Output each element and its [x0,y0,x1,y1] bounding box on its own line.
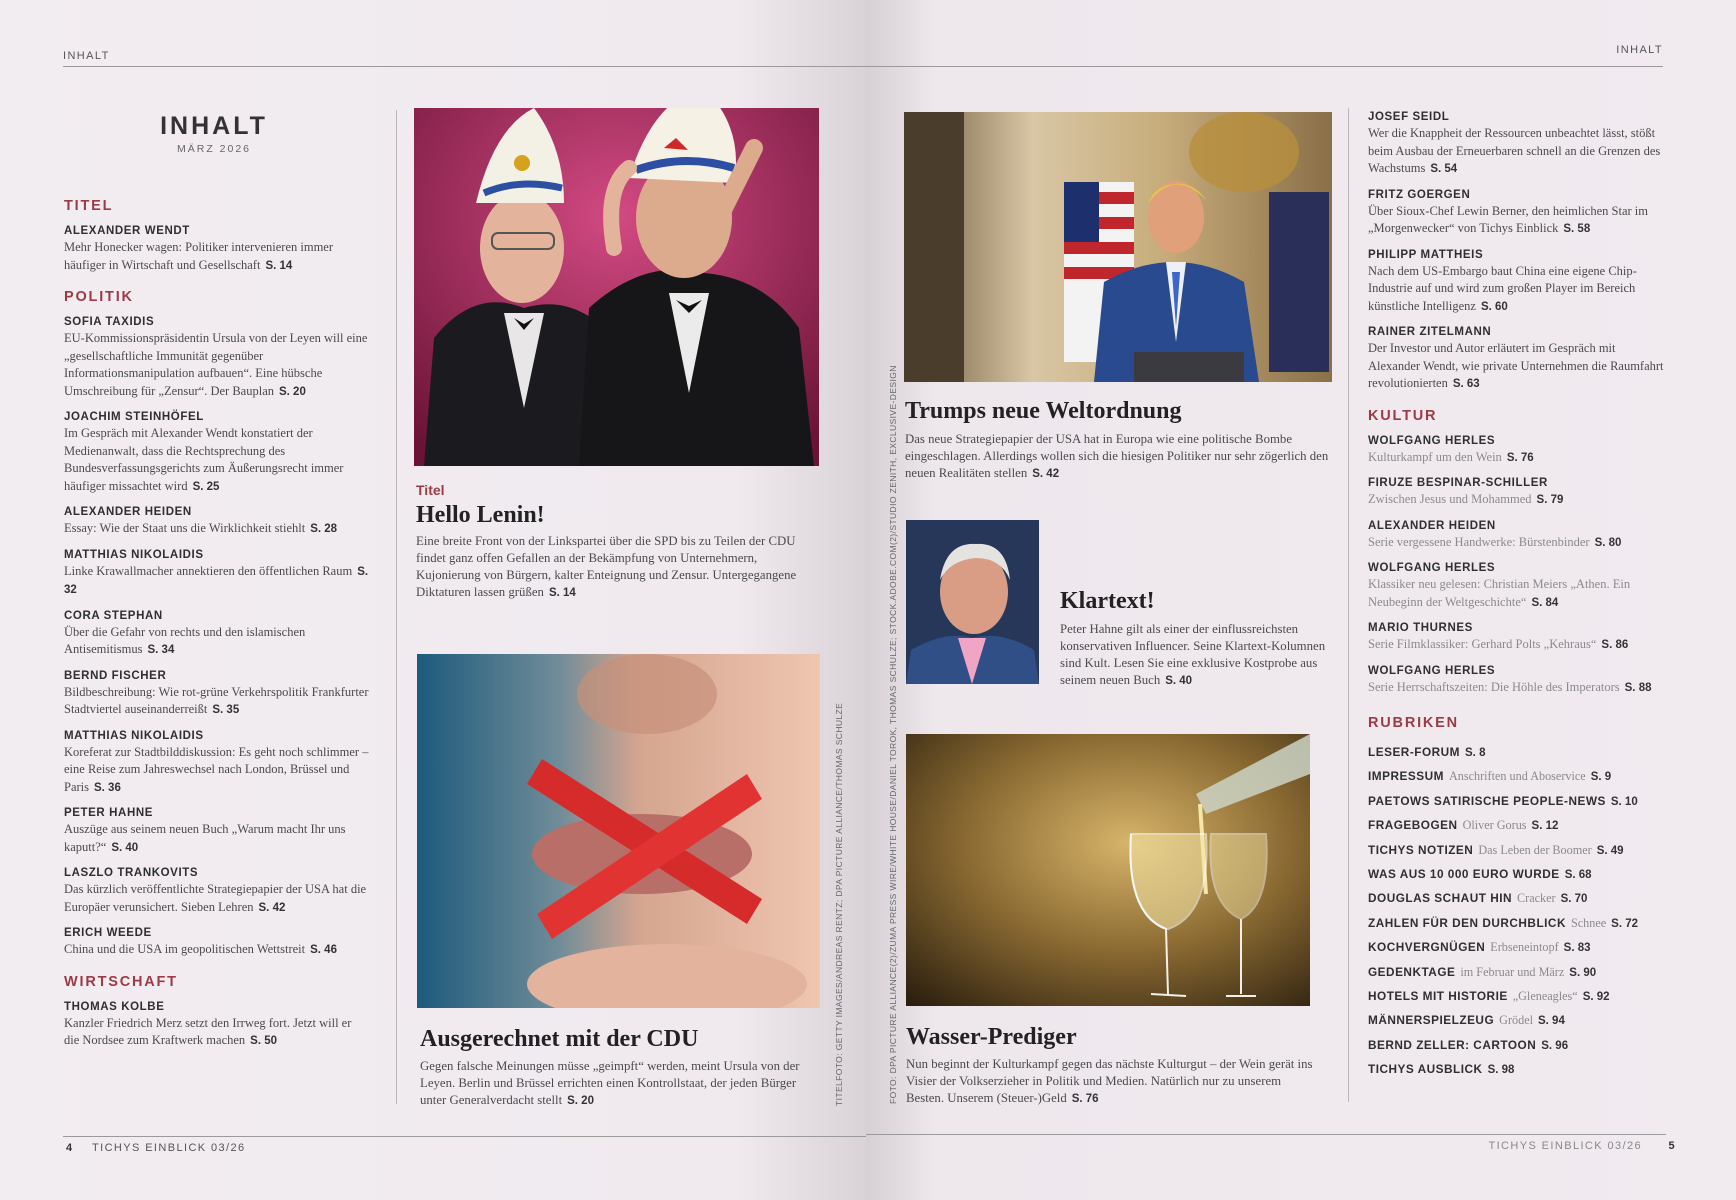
toc-description [64,881,369,917]
toc-text: Im Gespräch mit Alexander Wendt konstatiert der Medienanwalt, dass die Rechtsprechung des Bundesverfassungsgerichts zum Äußerungsrecht immer häufiger missachtet wird [64,426,344,493]
folio-right [1488,1140,1676,1152]
toc-author: WOLFGANG HERLES [1368,562,1496,574]
rubrik-page-ref: S. 68 [1564,869,1592,882]
toc-text: Klassiker neu gelesen: Christian Meiers „Athen. Ein Neubeginn der Weltgeschichte“ [1368,577,1631,609]
klartext-headline: Klartext! [1060,588,1155,614]
toc-title-block [64,112,364,155]
portrait-illustration [906,520,1039,684]
toc-description [64,624,369,660]
toc-entry[interactable] [1368,110,1668,179]
toc-text: Mehr Honecker wagen: Politiker intervenieren immer häufiger in Wirtschaft und Gesellschaft [64,240,334,272]
toc-author: THOMAS KOLBE [64,1000,165,1013]
toc-page-ref: S. 34 [147,644,175,656]
toc-entry[interactable] [64,315,369,401]
toc-author: ALEXANDER WENDT [64,225,190,237]
toc-author: WOLFGANG HERLES [1368,664,1496,677]
rubrik-item[interactable] [1368,741,1668,765]
toc-page-ref: S. 79 [1536,494,1564,506]
toc-page-ref: S. 54 [1430,163,1458,175]
header-rule-left [63,66,866,67]
toc-text: Serie vergessene Handwerke: Bürstenbinder [1368,534,1590,549]
toc-entry[interactable] [1368,434,1668,468]
rubrik-text: Cracker [1517,891,1556,906]
toc-entry[interactable] [1368,476,1668,510]
rubrik-item[interactable] [1368,1058,1668,1082]
toc-page-ref: S. 88 [1624,681,1652,694]
toc-author: ERICH WEEDE [64,927,152,939]
toc-page-ref: S. 46 [310,944,337,956]
toc-description [64,941,369,960]
toc-entry[interactable] [64,669,369,720]
rubrik-name: HOTELS MIT HISTORIE [1368,989,1508,1004]
page-number-right: 5 [1668,1140,1676,1152]
lenin-headline: Hello Lenin! [416,502,545,528]
photo-credit-right: FOTO: DPA PICTURE ALLIANCE(2)/ZUMA PRESS WIRE/WHITE HOUSE/DANIEL TOROK, THOMAS SCHULZE; STOCK.ADOBE.COM(2)/STUDIO ZENITH, EXCLUSIVE-DESIGN [888,365,898,1104]
cdu-page-ref: S. 20 [567,1095,594,1107]
toc-page-ref: S. 86 [1601,639,1629,651]
toc-page-ref: S. 58 [1563,223,1591,235]
toc-text: Nach dem US-Embargo baut China eine eigene Chip-Industrie auf und wird zum großen Player im Bereich künstliche Intelligenz [1368,263,1637,313]
toc-page-ref: S. 40 [111,841,139,854]
toc-description [1368,679,1668,698]
rubrik-name: TICHYS AUSBLICK [1368,1062,1483,1077]
toc-description [1368,203,1668,239]
toc-description [1368,125,1668,179]
wasser-page-ref: S. 76 [1071,1093,1099,1105]
folio-left [66,1142,246,1154]
toc-right-column [1368,110,1668,1083]
lenin-article[interactable] [416,482,816,602]
toc-page-ref: S. 76 [1506,451,1534,464]
rubrik-name: WAS AUS 10 000 EURO WURDE [1368,867,1560,882]
rubrik-item[interactable] [1368,1034,1668,1058]
header-rule-right [866,66,1663,67]
rubrik-text: Grödel [1499,1013,1533,1028]
rubrik-page-ref: S. 90 [1569,966,1597,979]
toc-text: Bildbeschreibung: Wie rot-grüne Verkehrspolitik Frankfurter Stadtviertel auseinanderreißt [64,684,369,716]
toc-description [64,563,369,600]
toc-author: ALEXANDER HEIDEN [1368,519,1496,532]
footer-rule-right [866,1134,1666,1135]
toc-text: Linke Krawallmacher annektieren den öffentlichen Raum [64,563,353,578]
toc-description [1368,491,1668,510]
toc-text: Der Investor und Autor erläutert im Gespräch mit Alexander Wendt, wie private Unternehmen die Raumfahrt revolutionierten [1368,341,1664,390]
toc-entry[interactable] [64,410,369,496]
rubrik-name: ZAHLEN FÜR DEN DURCHBLICK [1368,915,1566,930]
toc-entry[interactable] [1368,561,1668,612]
toc-title: INHALT [160,112,268,140]
rubrik-page-ref: S. 10 [1610,795,1638,808]
toc-text: Serie Filmklassiker: Gerhard Polts „Kehraus“ [1368,637,1597,651]
toc-author: JOSEF SEIDL [1368,111,1450,123]
toc-description [1368,534,1668,553]
taped-mouth-illustration [417,654,820,1008]
toc-entry[interactable] [1368,519,1668,553]
rubrik-item[interactable] [1368,887,1668,911]
toc-left-column [64,198,369,1060]
rubrik-name: TICHYS NOTIZEN [1368,842,1474,857]
rubrik-text: Oliver Gorus [1462,818,1527,833]
toc-page-ref: S. 28 [310,523,338,535]
toc-entry[interactable] [1368,664,1668,698]
toc-page-ref: S. 32 [64,565,369,596]
toc-author: MARIO THURNES [1368,622,1473,634]
toc-author: RAINER ZITELMANN [1368,326,1492,338]
trump-teaser-text: Das neue Strategiepapier der USA hat in Europa wie eine politische Bombe eingeschlagen. Allerdings wollen sich die hiesigen Politiker nur sehr zögerlich den neuen Realitäten stellen [905,432,1329,480]
toc-author: MATTHIAS NIKOLAIDIS [64,729,204,742]
toc-entry[interactable] [64,548,369,600]
toc-description [1368,449,1668,468]
toc-author: CORA STEPHAN [64,609,163,622]
rubrik-name: KOCHVERGNÜGEN [1368,940,1486,955]
cdu-headline: Ausgerechnet mit der CDU [420,1026,699,1052]
toc-description [64,520,369,539]
rubrik-item[interactable] [1368,912,1668,936]
section-heading-politik: POLITIK [64,289,134,305]
toc-author: BERND FISCHER [64,669,167,682]
toc-description [64,684,369,720]
toc-author: LASZLO TRANKOVITS [64,867,199,879]
section-heading-kultur: KULTUR [1368,407,1438,424]
left-page [0,0,866,1200]
page-number-left: 4 [66,1142,74,1154]
running-head-left: INHALT [63,50,110,62]
toc-text: Über Sioux-Chef Lewin Berner, den heimlichen Star im „Morgenwecker“ von Tichys Einblick [1368,203,1648,235]
photo-credit-left: TITELFOTO: GETTY IMAGES/ANDREAS RENTZ; DPA PICTURE ALLIANCE/THOMAS SCHULZE [834,702,844,1106]
toc-description [64,821,369,857]
toc-description [64,425,369,496]
rubrik-page-ref: S. 9 [1590,771,1612,784]
column-divider-left [396,110,397,1104]
toc-entry[interactable] [1368,325,1668,394]
klartext-teaser-text: Peter Hahne gilt als einer der einflussreichsten konservativen Influencer. Seine Klartext-Kolumnen sind Kult. Lesen Sie eine exklusive Kostprobe aus seinem neuen Buch [1060,622,1326,687]
toc-author: PETER HAHNE [64,807,154,819]
rubrik-text: im Februar und März [1460,964,1565,979]
section-heading-rubriken: RUBRIKEN [1368,715,1459,731]
rubrik-name: FRAGEBOGEN [1368,818,1458,833]
trump-page-ref: S. 42 [1032,468,1060,480]
rubrik-text: Das Leben der Boomer [1478,842,1592,857]
toc-entry[interactable] [64,1000,369,1051]
toc-description [64,330,369,401]
rubrik-page-ref: S. 96 [1541,1039,1569,1052]
issue-date: MÄRZ 2026 [176,143,252,155]
toc-text: Das kürzlich veröffentlichte Strategiepapier der USA hat die Europäer verunsichert. Sieben Lehren [64,882,367,914]
toc-page-ref: S. 42 [258,901,286,914]
toc-page-ref: S. 35 [212,704,240,716]
toc-text: China und die USA im geopolitischen Wettstreit [64,942,306,956]
toc-text: Koreferat zur Stadtbilddiskussion: Es geht noch schlimmer – eine Reise zum Jahreswechsel nach London, Brüssel und Paris [64,744,369,794]
hahne-photo [906,520,1039,684]
rubrik-text: Erbseneintopf [1490,940,1559,955]
toc-page-ref: S. 63 [1452,378,1480,390]
toc-author: ALEXANDER HEIDEN [64,506,192,518]
toc-page-ref: S. 14 [265,259,293,272]
toc-description [64,744,369,798]
toc-entry[interactable] [64,866,369,917]
toc-text: Kulturkampf um den Wein [1368,449,1502,464]
two-men-carnival-caps-illustration [414,108,819,466]
magazine-name-right: TICHYS EINBLICK 03/26 [1488,1140,1642,1152]
lenin-photo [414,108,819,466]
trump-article[interactable] [905,398,1345,483]
toc-text: Über die Gefahr von rechts und den islamischen Antisemitismus [64,624,306,656]
klartext-page-ref: S. 40 [1165,675,1193,687]
trump-teaser [905,431,1345,483]
toc-author: FIRUZE BESPINAR-SCHILLER [1368,477,1548,489]
toc-entry[interactable] [1368,621,1668,655]
rubrik-item[interactable] [1368,790,1668,814]
toc-description [1368,340,1668,394]
toc-page-ref: S. 60 [1480,300,1508,313]
magazine-name-left: TICHYS EINBLICK 03/26 [92,1142,246,1154]
cdu-teaser [420,1058,820,1110]
toc-description [1368,576,1668,612]
running-head-right: INHALT [1616,44,1663,56]
lenin-teaser [416,533,816,602]
column-divider-right [1348,108,1349,1102]
toc-author: MATTHIAS NIKOLAIDIS [64,548,204,561]
toc-text: Zwischen Jesus und Mohammed [1368,492,1532,506]
toc-description [1368,263,1668,317]
toc-entry[interactable] [64,224,369,275]
rubrik-page-ref: S. 12 [1531,820,1559,833]
rubrik-item[interactable] [1368,814,1668,838]
toc-text: Serie Herrschaftszeiten: Die Höhle des Imperators [1368,679,1620,694]
rubrik-page-ref: S. 83 [1563,942,1591,955]
toc-author: FRITZ GOERGEN [1368,188,1471,201]
rubrik-item[interactable] [1368,863,1668,887]
toc-page-ref: S. 36 [94,781,121,794]
toc-page-ref: S. 50 [250,1035,278,1047]
toc-page-ref: S. 84 [1531,596,1559,609]
toc-entry[interactable] [64,609,369,660]
rubrik-text: Schnee [1570,915,1607,930]
toc-description [1368,636,1668,655]
footer-rule-left [63,1136,866,1137]
rubrik-page-ref: S. 8 [1465,747,1486,759]
rubrik-name: LESER-FORUM [1368,745,1461,759]
rubrik-item[interactable] [1368,765,1668,789]
section-heading-titel: TITEL [64,198,114,214]
toc-entry[interactable] [1368,188,1668,239]
rubrik-page-ref: S. 49 [1596,844,1624,857]
rubrik-name: DOUGLAS SCHAUT HIN [1368,891,1513,906]
wasser-teaser [906,1056,1316,1108]
rubrik-page-ref: S. 70 [1560,893,1588,906]
rubrik-page-ref: S. 94 [1537,1015,1565,1028]
rubrik-name: BERND ZELLER: CARTOON [1368,1037,1537,1052]
klartext-article[interactable] [1060,588,1330,690]
rubrik-item[interactable] [1368,985,1668,1009]
toc-text: Auszüge aus seinem neuen Buch „Warum macht Ihr uns kaputt?“ [64,822,346,854]
rubrik-item[interactable] [1368,839,1668,863]
speaker-at-podium-illustration [904,112,1332,382]
toc-entry[interactable] [1368,248,1668,317]
wine-photo [906,734,1310,1006]
toc-entry[interactable] [64,806,369,857]
rubrik-item[interactable] [1368,961,1668,985]
right-page [866,0,1736,1200]
lenin-page-ref: S. 14 [548,587,576,599]
wasser-teaser-text: Nun beginnt der Kulturkampf gegen das nächste Kulturgut – der Wein gerät ins Visier der Volkserzieher in Politik und Medien. Natürlich nur zu unserem Besten. Unserem (Steuer-)Geld [906,1057,1313,1105]
cdu-teaser-text: Gegen falsche Meinungen müsse „geimpft“ werden, meint Ursula von der Leyen. Berlin und Brüssel errichten einen Kontrollstaat, der jeden Bürger unter Generalverdacht stellt [420,1059,800,1107]
rubrik-item[interactable] [1368,936,1668,960]
pouring-wine-illustration [906,734,1310,1006]
toc-author: WOLFGANG HERLES [1368,434,1496,447]
toc-text: Essay: Wie der Staat uns die Wirklichkeit stiehlt [64,521,306,535]
wasser-headline: Wasser-Prediger [906,1024,1077,1050]
toc-author: SOFIA TAXIDIS [64,316,155,328]
rubrik-item[interactable] [1368,1009,1668,1033]
rubrik-name: PAETOWS SATIRISCHE PEOPLE-NEWS [1368,793,1606,808]
toc-text: Kanzler Friedrich Merz setzt den Irrweg fort. Jetzt will er die Nordsee zum Kraftwerk machen [64,1015,352,1047]
wasser-article[interactable] [906,1024,1316,1108]
toc-entry[interactable] [64,729,369,798]
rubrik-page-ref: S. 72 [1611,917,1639,930]
rubrik-page-ref: S. 92 [1582,991,1610,1004]
toc-page-ref: S. 20 [279,385,306,398]
rubrik-text: Anschriften und Aboservice [1448,769,1586,784]
rubrik-name: MÄNNERSPIELZEUG [1368,1013,1495,1028]
toc-entry[interactable] [64,926,369,960]
rubrik-name: GEDENKTAGE [1368,964,1456,979]
toc-author: JOACHIM STEINHÖFEL [64,411,204,423]
rubrik-name: IMPRESSUM [1368,769,1444,784]
toc-entry[interactable] [64,505,369,539]
toc-description [64,239,369,275]
rubrik-text: „Gleneagles“ [1512,989,1578,1004]
cdu-photo [417,654,820,1008]
toc-page-ref: S. 80 [1594,536,1622,549]
toc-text: Wer die Knappheit der Ressourcen unbeachtet lässt, stößt beim Ausbau der Erneuerbaren schnell an die Grenzen des Wachstums [1368,126,1661,175]
toc-page-ref: S. 25 [192,480,220,493]
trump-headline: Trumps neue Weltordnung [905,398,1182,424]
lenin-kicker: Titel [416,482,445,498]
cdu-article[interactable] [420,1026,820,1110]
rubrik-page-ref: S. 98 [1487,1064,1515,1077]
section-heading-wirtschaft: WIRTSCHAFT [64,973,178,990]
toc-author: PHILIPP MATTHEIS [1368,248,1484,261]
trump-photo [904,112,1332,382]
lenin-teaser-text: Eine breite Front von der Linkspartei über die SPD bis zu Teilen der CDU findet ganz offen Gefallen an der Bekämpfung von Unternehmern, Kujonierung von Bürgern, kalter Enteignung und Zensur. Untergegangene Diktaturen lassen grüßen [416,534,797,599]
toc-description [64,1015,369,1051]
toc-text: EU-Kommissionspräsidentin Ursula von der Leyen will eine „gesellschaftliche Immunität gegenüber Informationsmanipulation aufbauen“. Eine hübsche Umschreibung für „Zensur“. Der Bauplan [64,331,368,398]
klartext-teaser [1060,621,1330,690]
